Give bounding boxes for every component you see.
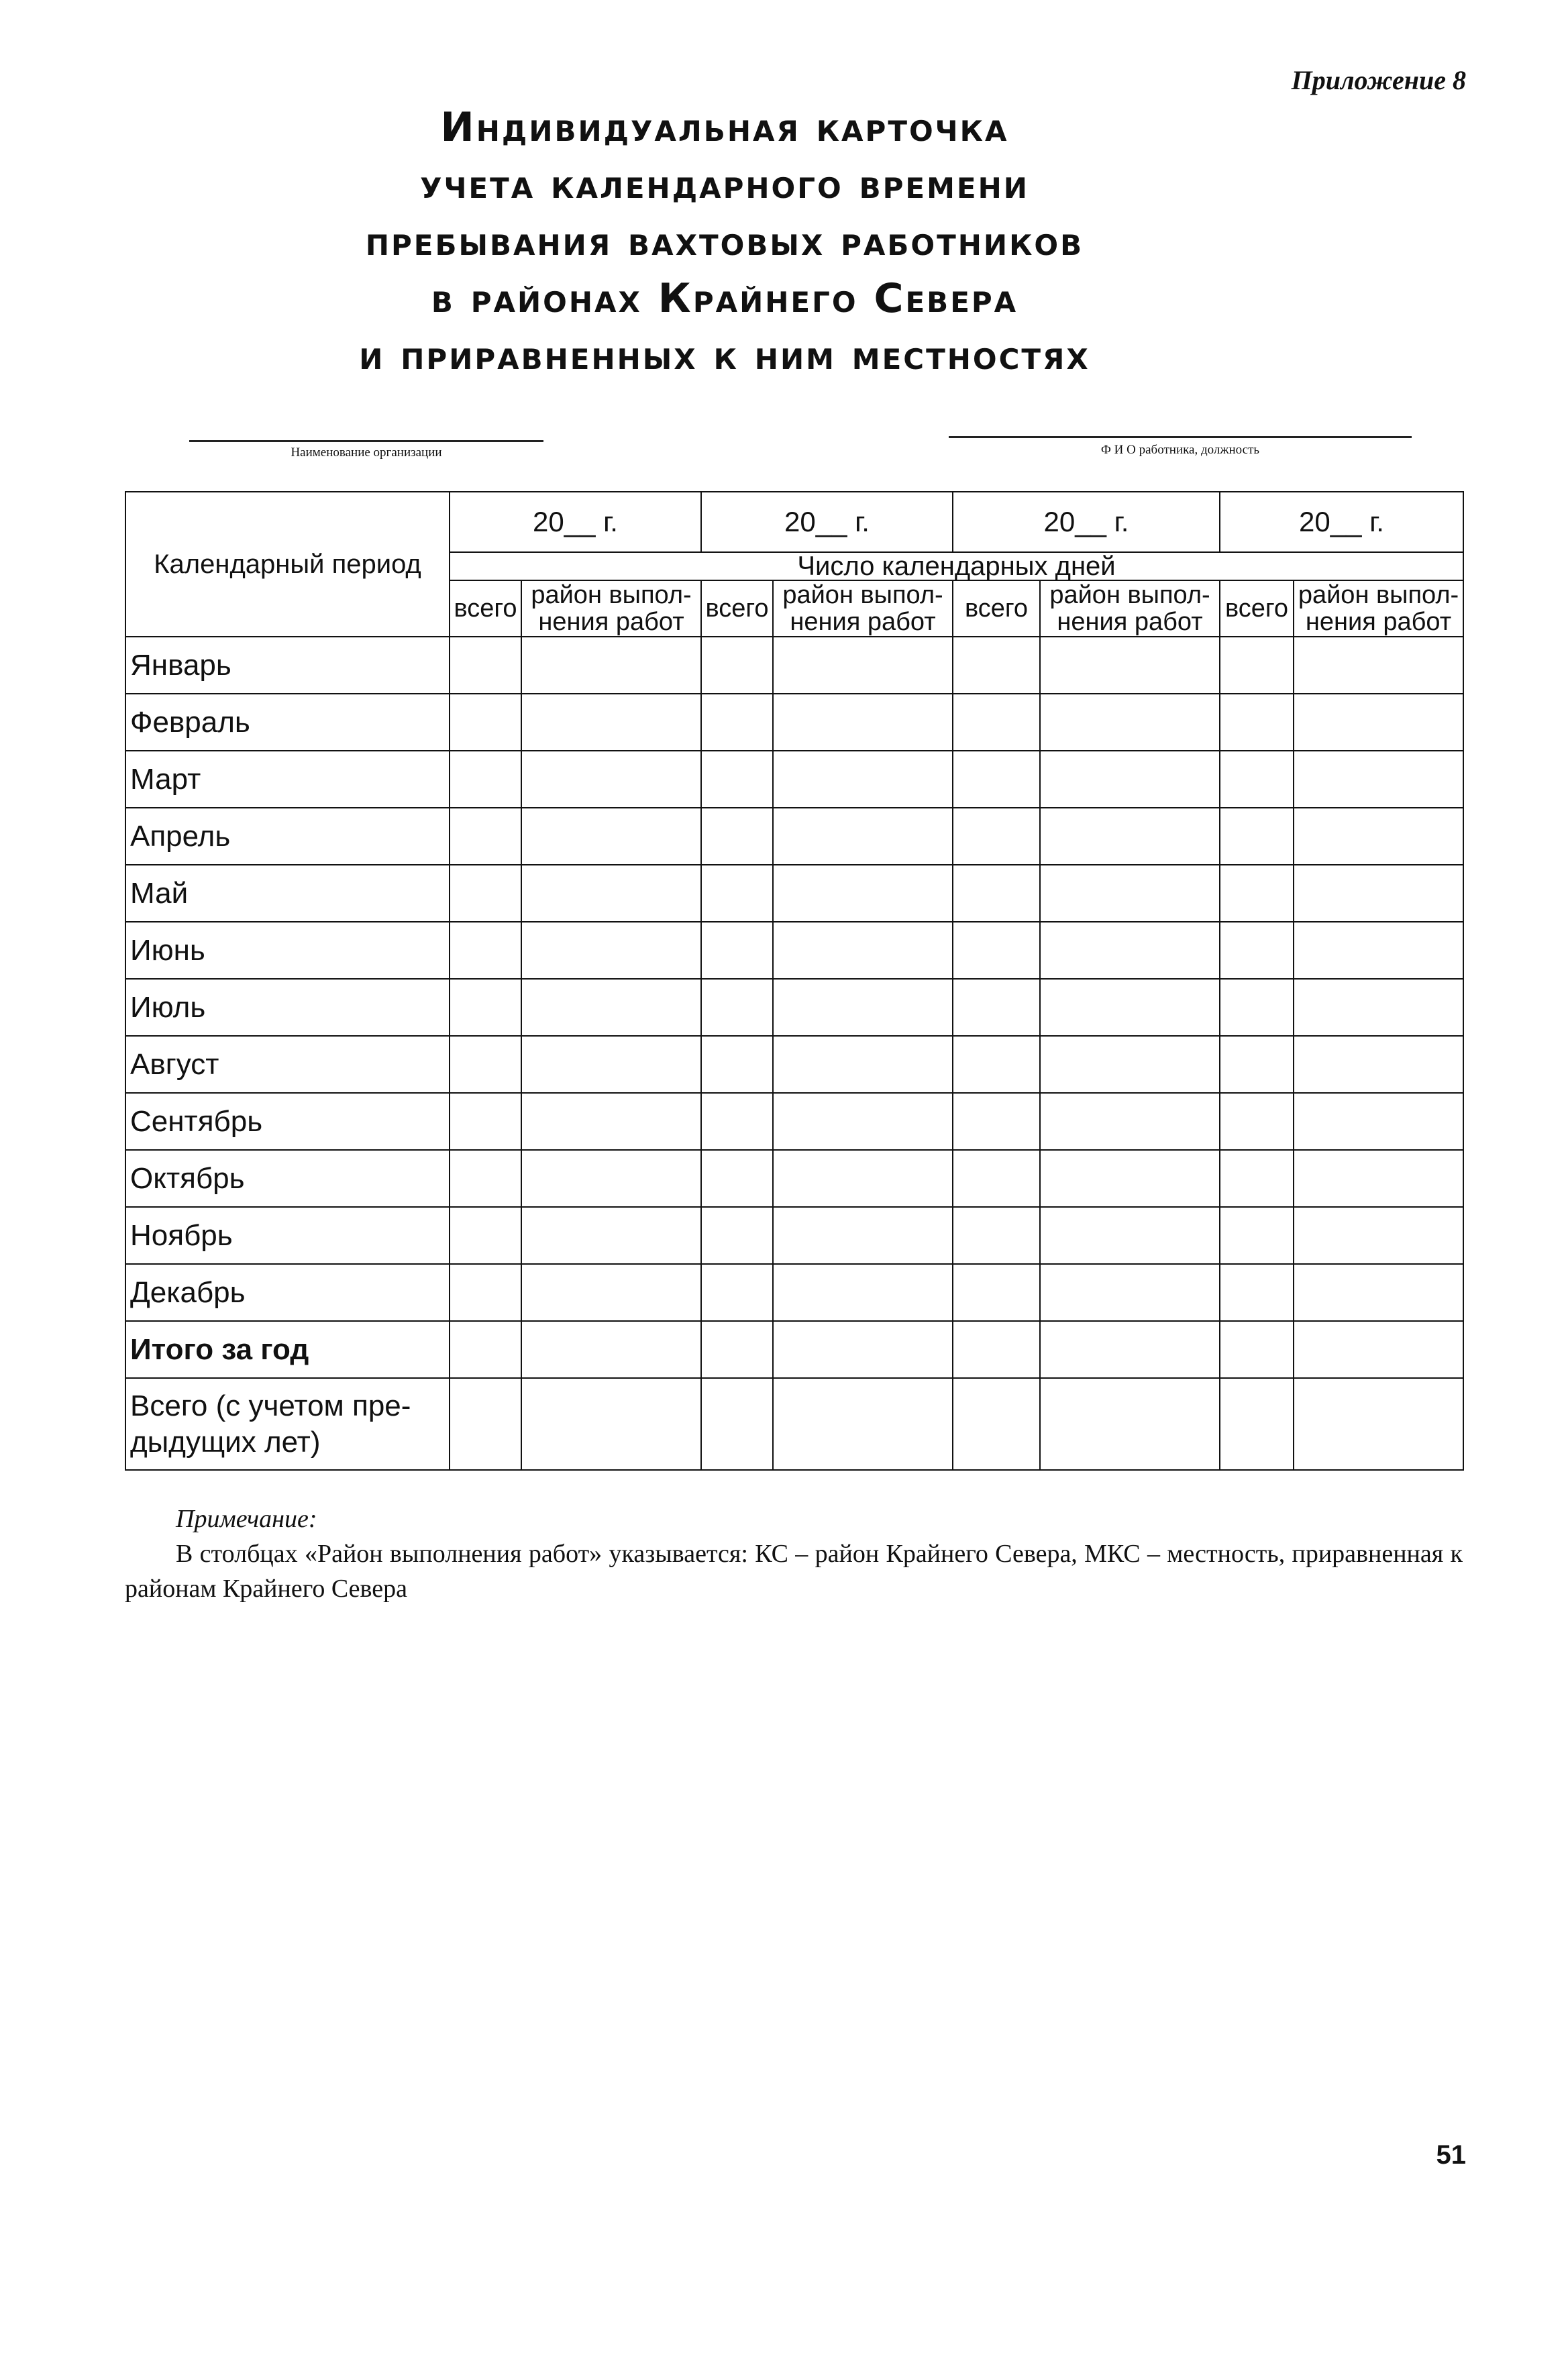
month-label: Декабрь <box>125 1264 450 1321</box>
table-cell[interactable] <box>1040 694 1220 751</box>
table-cell[interactable] <box>1220 1378 1294 1470</box>
table-cell[interactable] <box>1220 808 1294 865</box>
table-cell[interactable] <box>1220 865 1294 922</box>
table-row <box>125 1207 1463 1264</box>
title-line: и приравненных к ним местностях <box>359 332 1090 379</box>
table-cell[interactable] <box>450 922 521 979</box>
table-cell[interactable] <box>521 1207 701 1264</box>
table-cell[interactable] <box>1040 1150 1220 1207</box>
page-number: 51 <box>1436 2140 1466 2170</box>
table-cell[interactable] <box>521 637 701 694</box>
table-cell[interactable] <box>1220 751 1294 808</box>
table-cell[interactable] <box>953 637 1040 694</box>
month-label: Ноябрь <box>125 1207 450 1264</box>
note-title: Примечание: <box>176 1505 317 1533</box>
table-cell[interactable] <box>773 979 953 1036</box>
table-cell[interactable] <box>1220 694 1294 751</box>
table-cell[interactable] <box>953 922 1040 979</box>
employee-name-label: Ф И О работника, должность <box>1100 443 1260 457</box>
table-cell[interactable] <box>701 1264 773 1321</box>
table-cell[interactable] <box>1040 979 1220 1036</box>
table-cell[interactable] <box>450 1093 521 1150</box>
table-cell[interactable] <box>1220 922 1294 979</box>
total-col-header: всего <box>953 580 1040 637</box>
table-cell[interactable] <box>773 1093 953 1150</box>
table-cell[interactable] <box>1040 1264 1220 1321</box>
year-label: 20__ г. <box>533 506 618 537</box>
table-cell[interactable] <box>773 751 953 808</box>
table-cell[interactable] <box>773 865 953 922</box>
month-label: Май <box>125 865 450 922</box>
table-cell[interactable] <box>773 808 953 865</box>
month-label: Сентябрь <box>125 1093 450 1150</box>
table-cell[interactable] <box>701 979 773 1036</box>
table-cell[interactable] <box>773 637 953 694</box>
title-line: учета календарного времени <box>420 161 1029 208</box>
table-cell[interactable] <box>953 1264 1040 1321</box>
table-cell[interactable] <box>701 1150 773 1207</box>
table-row <box>125 1264 1463 1321</box>
page-title <box>0 99 1449 384</box>
table-cell[interactable] <box>1040 637 1220 694</box>
title-line: пребывания вахтовых работников <box>365 218 1084 265</box>
month-label: Январь <box>125 637 450 694</box>
table-cell[interactable] <box>1220 979 1294 1036</box>
table-cell[interactable] <box>1040 865 1220 922</box>
table-cell[interactable] <box>521 1378 701 1470</box>
table-cell[interactable] <box>521 979 701 1036</box>
table-cell[interactable] <box>1220 1321 1294 1378</box>
table-cell[interactable] <box>1294 637 1463 694</box>
district-col-header: район выпол- нения работ <box>521 580 701 637</box>
table-cell[interactable] <box>953 979 1040 1036</box>
table-cell[interactable] <box>450 1036 521 1093</box>
table-cell[interactable] <box>773 1036 953 1093</box>
month-label: Август <box>125 1036 450 1093</box>
district-col-header: район выпол- нения работ <box>1040 580 1220 637</box>
table-cell[interactable] <box>1040 1378 1220 1470</box>
table-cell[interactable] <box>1040 751 1220 808</box>
title-line: в районах Крайнего Севера <box>431 275 1018 322</box>
org-name-line[interactable] <box>189 440 543 442</box>
table-cell[interactable] <box>1294 1036 1463 1093</box>
table-cell[interactable] <box>953 1321 1040 1378</box>
table-cell[interactable] <box>450 694 521 751</box>
table-row <box>125 922 1463 979</box>
period-header: Календарный период <box>125 492 450 637</box>
table-cell[interactable] <box>521 865 701 922</box>
table-cell[interactable] <box>701 922 773 979</box>
row-label: Итого за год <box>125 1321 450 1378</box>
table-cell[interactable] <box>1040 1036 1220 1093</box>
row-label: Всего (с учетом пре- дыдущих лет) <box>125 1378 450 1470</box>
district-col-header: район выпол- нения работ <box>773 580 953 637</box>
table-cell[interactable] <box>1294 1207 1463 1264</box>
table-cell[interactable] <box>1040 1093 1220 1150</box>
table-cell[interactable] <box>1040 922 1220 979</box>
table-cell[interactable] <box>450 1264 521 1321</box>
table-cell[interactable] <box>1294 979 1463 1036</box>
district-col-header: район выпол- нения работ <box>1294 580 1463 637</box>
table-cell[interactable] <box>701 637 773 694</box>
table-row <box>125 808 1463 865</box>
org-name-label: Наименование организации <box>291 445 442 460</box>
table-cell[interactable] <box>1040 1207 1220 1264</box>
table-cell[interactable] <box>773 922 953 979</box>
year-label: 20__ г. <box>1299 506 1384 537</box>
table-cell[interactable] <box>1220 1036 1294 1093</box>
table-cell[interactable] <box>1294 808 1463 865</box>
total-col-header: всего <box>701 580 773 637</box>
table-cell[interactable] <box>773 1378 953 1470</box>
table-cell[interactable] <box>521 922 701 979</box>
table-cell[interactable] <box>773 1150 953 1207</box>
total-col-header: всего <box>1220 580 1294 637</box>
total-col-header: всего <box>450 580 521 637</box>
appendix-label: Приложение 8 <box>1291 65 1466 95</box>
table-cell[interactable] <box>450 637 521 694</box>
note-text: В столбцах «Район выполнения работ» указывается: КС – район Крайнего Севера, МКС – местность, приравненная к районам Крайнего Севера <box>125 1540 1463 1603</box>
month-label: Апрель <box>125 808 450 865</box>
table-cell[interactable] <box>1294 1378 1463 1470</box>
table-cell[interactable] <box>953 808 1040 865</box>
table-cell[interactable] <box>701 1207 773 1264</box>
table-cell[interactable] <box>450 751 521 808</box>
table-row <box>125 1150 1463 1207</box>
table-cell[interactable] <box>450 865 521 922</box>
table-row <box>125 694 1463 751</box>
table-cell[interactable] <box>1220 1264 1294 1321</box>
year-header[interactable] <box>953 492 1220 552</box>
table-cell[interactable] <box>953 865 1040 922</box>
table-cell[interactable] <box>1220 1093 1294 1150</box>
table-row <box>125 1093 1463 1150</box>
table-cell[interactable] <box>701 1093 773 1150</box>
table-row <box>125 637 1463 694</box>
table-cell[interactable] <box>450 979 521 1036</box>
table-row <box>125 1378 1463 1470</box>
table-cell[interactable] <box>953 751 1040 808</box>
table-cell[interactable] <box>521 1036 701 1093</box>
table-cell[interactable] <box>953 1036 1040 1093</box>
title-line: Индивидуальная карточка <box>440 104 1009 151</box>
table-cell[interactable] <box>450 1150 521 1207</box>
table-cell[interactable] <box>701 865 773 922</box>
month-label: Июнь <box>125 922 450 979</box>
table-cell[interactable] <box>773 1207 953 1264</box>
table-row <box>125 865 1463 922</box>
month-label: Июль <box>125 979 450 1036</box>
table-cell[interactable] <box>1294 865 1463 922</box>
table-cell[interactable] <box>521 1150 701 1207</box>
table-row <box>125 1321 1463 1378</box>
month-label: Октябрь <box>125 1150 450 1207</box>
year-label: 20__ г. <box>1043 506 1129 537</box>
table-cell[interactable] <box>701 751 773 808</box>
table-cell[interactable] <box>1294 751 1463 808</box>
table-cell[interactable] <box>701 1036 773 1093</box>
table-cell[interactable] <box>953 1150 1040 1207</box>
year-header[interactable] <box>701 492 953 552</box>
table-cell[interactable] <box>701 1378 773 1470</box>
table-row <box>125 979 1463 1036</box>
year-label: 20__ г. <box>784 506 870 537</box>
table-cell[interactable] <box>1220 1150 1294 1207</box>
table-cell[interactable] <box>773 1264 953 1321</box>
table-cell[interactable] <box>450 808 521 865</box>
table-cell[interactable] <box>953 1207 1040 1264</box>
calendar-time-table <box>125 491 1464 1471</box>
note <box>125 1501 1463 1606</box>
table-cell[interactable] <box>953 694 1040 751</box>
month-rows <box>125 637 1463 1321</box>
table-cell[interactable] <box>521 1321 701 1378</box>
table-cell[interactable] <box>521 808 701 865</box>
table-cell[interactable] <box>953 1093 1040 1150</box>
days-header: Число календарных дней <box>450 552 1463 580</box>
table-cell[interactable] <box>1294 1150 1463 1207</box>
table-cell[interactable] <box>450 1378 521 1470</box>
table-cell[interactable] <box>521 751 701 808</box>
table-cell[interactable] <box>773 1321 953 1378</box>
table-cell[interactable] <box>1220 1207 1294 1264</box>
table-cell[interactable] <box>1294 1093 1463 1150</box>
table-row <box>125 1036 1463 1093</box>
year-header[interactable] <box>1220 492 1463 552</box>
table-cell[interactable] <box>773 694 953 751</box>
table-cell[interactable] <box>701 694 773 751</box>
table-cell[interactable] <box>1294 1321 1463 1378</box>
month-label: Март <box>125 751 450 808</box>
table-row <box>125 751 1463 808</box>
table-cell[interactable] <box>1294 694 1463 751</box>
table-cell[interactable] <box>450 1321 521 1378</box>
table-cell[interactable] <box>521 694 701 751</box>
table-cell[interactable] <box>1040 808 1220 865</box>
table-cell[interactable] <box>521 1264 701 1321</box>
table-cell[interactable] <box>701 808 773 865</box>
month-label: Февраль <box>125 694 450 751</box>
table-cell[interactable] <box>701 1321 773 1378</box>
employee-name-line[interactable] <box>949 436 1412 438</box>
table-cell[interactable] <box>1040 1321 1220 1378</box>
table-cell[interactable] <box>521 1093 701 1150</box>
table-cell[interactable] <box>1220 637 1294 694</box>
year-header[interactable] <box>450 492 701 552</box>
table-cell[interactable] <box>953 1378 1040 1470</box>
table-cell[interactable] <box>1294 1264 1463 1321</box>
table-cell[interactable] <box>1294 922 1463 979</box>
table-cell[interactable] <box>450 1207 521 1264</box>
